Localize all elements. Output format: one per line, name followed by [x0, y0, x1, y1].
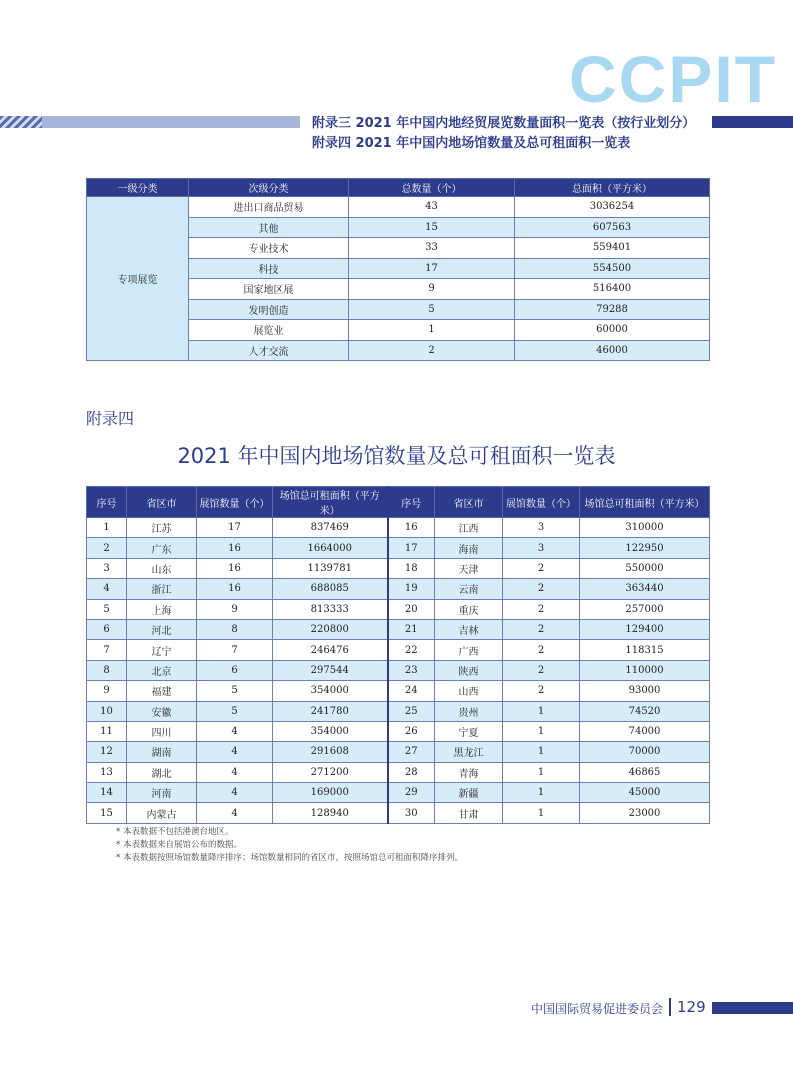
venue-area-cell: 74520 [580, 701, 710, 721]
venue-area-cell: 813333 [273, 599, 388, 619]
venue-area-cell: 129400 [580, 619, 710, 639]
ccpit-logo: CCPIT [569, 42, 777, 116]
note-line: * 本表数据来自展馆公布的数据。 [116, 840, 242, 850]
venue-count-cell: 1 [503, 701, 580, 721]
venue-area-cell: 74000 [580, 721, 710, 741]
province-cell: 湖南 [127, 742, 197, 762]
venue-area-cell: 1664000 [273, 538, 388, 558]
venue-count-cell: 2 [503, 681, 580, 701]
rank-cell: 21 [388, 619, 435, 639]
rank-cell: 23 [388, 660, 435, 680]
province-cell: 甘肃 [435, 803, 503, 823]
table-row [87, 681, 710, 701]
table-header-row [87, 487, 710, 518]
rank-cell: 27 [388, 742, 435, 762]
rank-cell: 18 [388, 558, 435, 578]
venue-area-cell: 46865 [580, 762, 710, 782]
venue-count-cell: 4 [197, 803, 273, 823]
venue-count-cell: 3 [503, 518, 580, 538]
rank-cell: 13 [87, 762, 127, 782]
header-title-appendix-3: 附录三 2021 年中国内地经贸展览数量面积一览表（按行业划分） [312, 116, 696, 131]
subcategory-cell: 科技 [189, 258, 349, 279]
subcategory-cell: 发明创造 [189, 299, 349, 320]
table-row [87, 599, 710, 619]
area-cell: 559401 [515, 238, 710, 259]
column-header: 场馆总可租面积（平方米） [273, 487, 388, 518]
venue-area-cell: 45000 [580, 783, 710, 803]
province-cell: 江苏 [127, 518, 197, 538]
area-cell: 554500 [515, 258, 710, 279]
table-row [87, 660, 710, 680]
subcategory-cell: 展览业 [189, 320, 349, 341]
table-header-row [87, 179, 710, 197]
rank-cell: 4 [87, 579, 127, 599]
rank-cell: 22 [388, 640, 435, 660]
province-cell: 天津 [435, 558, 503, 578]
count-cell: 43 [349, 197, 515, 218]
column-header: 省区市 [127, 487, 197, 518]
column-header: 序号 [388, 487, 435, 518]
venue-count-cell: 5 [197, 681, 273, 701]
rank-cell: 10 [87, 701, 127, 721]
subcategory-cell: 其他 [189, 217, 349, 238]
province-cell: 浙江 [127, 579, 197, 599]
appendix-label: 附录四 [86, 409, 135, 428]
venue-area-cell: 122950 [580, 538, 710, 558]
venue-count-cell: 1 [503, 803, 580, 823]
venue-count-cell: 16 [197, 579, 273, 599]
province-cell: 上海 [127, 599, 197, 619]
area-cell: 60000 [515, 320, 710, 341]
rank-cell: 5 [87, 599, 127, 619]
rank-cell: 15 [87, 803, 127, 823]
rank-cell: 7 [87, 640, 127, 660]
column-header: 序号 [87, 487, 127, 518]
venue-area-cell: 118315 [580, 640, 710, 660]
venue-area-cell: 310000 [580, 518, 710, 538]
venue-count-cell: 4 [197, 762, 273, 782]
table-row [87, 721, 710, 741]
table-row [87, 701, 710, 721]
footer-accent-bar [712, 1002, 793, 1014]
venue-area-cell: 363440 [580, 579, 710, 599]
rank-cell: 11 [87, 721, 127, 741]
venue-count-cell: 2 [503, 558, 580, 578]
area-cell: 79288 [515, 299, 710, 320]
column-header: 一级分类 [87, 179, 189, 197]
column-header: 总数量（个） [349, 179, 515, 197]
venue-area-cell: 246476 [273, 640, 388, 660]
venue-count-cell: 2 [503, 660, 580, 680]
area-cell: 46000 [515, 340, 710, 361]
venue-count-cell: 16 [197, 538, 273, 558]
rank-cell: 1 [87, 518, 127, 538]
province-cell: 内蒙古 [127, 803, 197, 823]
province-cell: 河北 [127, 619, 197, 639]
header-title-appendix-4: 附录四 2021 年中国内地场馆数量及总可租面积一览表 [312, 136, 631, 151]
rank-cell: 30 [388, 803, 435, 823]
venue-area-cell: 354000 [273, 681, 388, 701]
venue-area-cell: 271200 [273, 762, 388, 782]
page-number: 129 [677, 998, 706, 1016]
area-cell: 607563 [515, 217, 710, 238]
rank-cell: 25 [388, 701, 435, 721]
venue-count-cell: 8 [197, 619, 273, 639]
province-cell: 重庆 [435, 599, 503, 619]
rank-cell: 29 [388, 783, 435, 803]
table-row [87, 742, 710, 762]
venue-count-cell: 4 [197, 721, 273, 741]
province-cell: 云南 [435, 579, 503, 599]
venue-count-cell: 2 [503, 640, 580, 660]
subcategory-cell: 进出口商品贸易 [189, 197, 349, 218]
column-header: 场馆总可租面积（平方米） [580, 487, 710, 518]
province-cell: 北京 [127, 660, 197, 680]
venue-area-cell: 291608 [273, 742, 388, 762]
venue-area-cell: 688085 [273, 579, 388, 599]
column-header: 次级分类 [189, 179, 349, 197]
area-cell: 516400 [515, 279, 710, 300]
table-row [87, 619, 710, 639]
rank-cell: 26 [388, 721, 435, 741]
category-cell: 专项展览 [87, 197, 189, 361]
venue-count-cell: 3 [503, 538, 580, 558]
rank-cell: 17 [388, 538, 435, 558]
venue-count-cell: 4 [197, 742, 273, 762]
table-row [87, 762, 710, 782]
page-title: 2021 年中国内地场馆数量及总可租面积一览表 [177, 444, 616, 468]
rank-cell: 12 [87, 742, 127, 762]
header-accent-bar [712, 116, 793, 128]
venue-area-cell: 128940 [273, 803, 388, 823]
venue-count-cell: 2 [503, 619, 580, 639]
venue-area-cell: 550000 [580, 558, 710, 578]
province-cell: 广东 [127, 538, 197, 558]
province-cell: 吉林 [435, 619, 503, 639]
venue-area-cell: 93000 [580, 681, 710, 701]
venue-area-cell: 70000 [580, 742, 710, 762]
venue-count-cell: 1 [503, 742, 580, 762]
venue-area-cell: 169000 [273, 783, 388, 803]
column-header: 总面积（平方米） [515, 179, 710, 197]
table-row [87, 783, 710, 803]
venue-area-cell: 837469 [273, 518, 388, 538]
subcategory-cell: 人才交流 [189, 340, 349, 361]
rank-cell: 19 [388, 579, 435, 599]
column-header: 展馆数量（个） [197, 487, 273, 518]
province-cell: 黑龙江 [435, 742, 503, 762]
venue-area-cell: 257000 [580, 599, 710, 619]
province-cell: 陕西 [435, 660, 503, 680]
table-row [87, 538, 710, 558]
province-cell: 广西 [435, 640, 503, 660]
venue-count-cell: 2 [503, 579, 580, 599]
venue-area-cell: 354000 [273, 721, 388, 741]
venue-count-cell: 1 [503, 721, 580, 741]
column-header: 省区市 [435, 487, 503, 518]
province-cell: 海南 [435, 538, 503, 558]
table-row [87, 518, 710, 538]
rank-cell: 8 [87, 660, 127, 680]
table-notes [116, 826, 463, 865]
venue-count-cell: 2 [503, 599, 580, 619]
table-row [87, 558, 710, 578]
count-cell: 33 [349, 238, 515, 259]
venue-area-cell: 241780 [273, 701, 388, 721]
count-cell: 2 [349, 340, 515, 361]
venue-count-cell: 9 [197, 599, 273, 619]
footer-organization: 中国国际贸易促进委员会 [531, 1002, 664, 1016]
table-row [87, 197, 710, 218]
column-header: 展馆数量（个） [503, 487, 580, 518]
rank-cell: 14 [87, 783, 127, 803]
province-cell: 四川 [127, 721, 197, 741]
venue-area-table [86, 486, 710, 824]
venue-count-cell: 1 [503, 762, 580, 782]
table-row [87, 803, 710, 823]
count-cell: 17 [349, 258, 515, 279]
header-stripe-pattern [0, 116, 42, 128]
province-cell: 宁夏 [435, 721, 503, 741]
footer-divider [669, 998, 671, 1016]
note-line: * 本表数据按照场馆数量降序排序；场馆数量相同的省区市，按照场馆总可租面积降序排列。 [116, 853, 463, 863]
province-cell: 新疆 [435, 783, 503, 803]
province-cell: 福建 [127, 681, 197, 701]
province-cell: 安徽 [127, 701, 197, 721]
province-cell: 贵州 [435, 701, 503, 721]
rank-cell: 28 [388, 762, 435, 782]
province-cell: 辽宁 [127, 640, 197, 660]
province-cell: 青海 [435, 762, 503, 782]
rank-cell: 20 [388, 599, 435, 619]
province-cell: 湖北 [127, 762, 197, 782]
rank-cell: 9 [87, 681, 127, 701]
note-line: * 本表数据不包括港澳台地区。 [116, 827, 234, 837]
count-cell: 9 [349, 279, 515, 300]
count-cell: 5 [349, 299, 515, 320]
rank-cell: 2 [87, 538, 127, 558]
venue-area-cell: 297544 [273, 660, 388, 680]
venue-area-cell: 110000 [580, 660, 710, 680]
area-cell: 3036254 [515, 197, 710, 218]
rank-cell: 6 [87, 619, 127, 639]
province-cell: 河南 [127, 783, 197, 803]
venue-count-cell: 7 [197, 640, 273, 660]
venue-count-cell: 6 [197, 660, 273, 680]
province-cell: 江西 [435, 518, 503, 538]
subcategory-cell: 专业技术 [189, 238, 349, 259]
rank-cell: 3 [87, 558, 127, 578]
table-row [87, 640, 710, 660]
table-row [87, 579, 710, 599]
header-stripe-bar [42, 116, 300, 128]
industry-exhibition-table [86, 178, 710, 361]
venue-count-cell: 16 [197, 558, 273, 578]
province-cell: 山西 [435, 681, 503, 701]
province-cell: 山东 [127, 558, 197, 578]
venue-area-cell: 220800 [273, 619, 388, 639]
venue-count-cell: 5 [197, 701, 273, 721]
count-cell: 1 [349, 320, 515, 341]
venue-count-cell: 4 [197, 783, 273, 803]
count-cell: 15 [349, 217, 515, 238]
venue-count-cell: 1 [503, 783, 580, 803]
venue-count-cell: 17 [197, 518, 273, 538]
rank-cell: 24 [388, 681, 435, 701]
venue-area-cell: 1139781 [273, 558, 388, 578]
rank-cell: 16 [388, 518, 435, 538]
venue-area-cell: 23000 [580, 803, 710, 823]
subcategory-cell: 国家地区展 [189, 279, 349, 300]
